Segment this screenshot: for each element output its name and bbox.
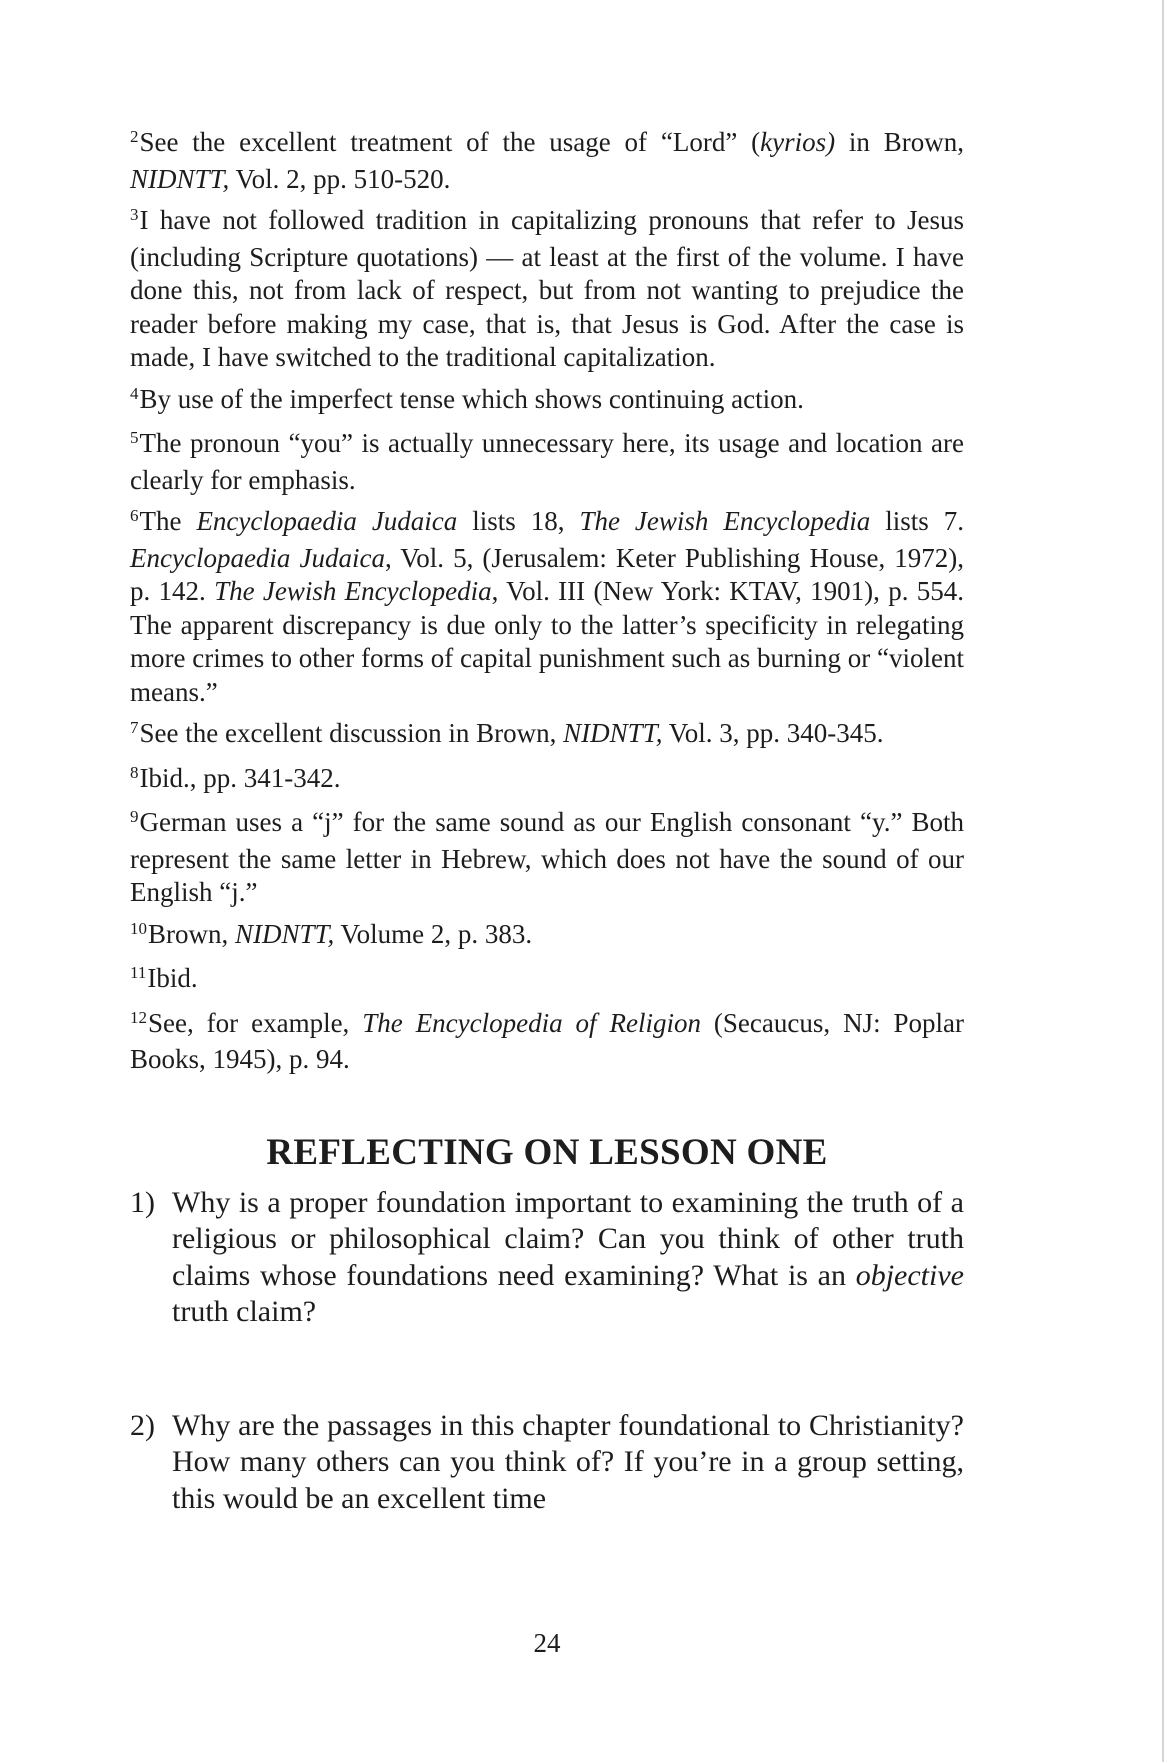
footnote-10 <box>130 918 964 955</box>
footnote-number: 7 <box>130 718 139 737</box>
footnotes-list <box>130 126 964 1077</box>
footnote-number: 11 <box>130 963 147 982</box>
italic-text: NIDNTT, <box>235 918 335 949</box>
footnote-number: 12 <box>130 1007 147 1027</box>
text-run: See the excellent discussion in Brown, <box>139 718 564 748</box>
italic-text: Encyclopaedia Judaica <box>196 506 458 536</box>
text-run: Brown, <box>148 918 235 949</box>
page-content <box>130 126 964 1517</box>
footnote-12 <box>130 1007 964 1077</box>
italic-text: The Jewish Encyclopedia <box>214 576 492 606</box>
text-run: By use of the imperfect tense which shows continuing action. <box>139 383 804 414</box>
question-item <box>130 1408 964 1518</box>
text-run: , Vol. 5, (Jerusalem: Keter Publishing House, 1972), p. 142. <box>130 542 964 606</box>
italic-text: objective <box>855 1258 964 1292</box>
footnote-9 <box>130 806 964 910</box>
footnote-5 <box>130 427 964 497</box>
footnote-number: 9 <box>130 807 139 826</box>
footnote-6 <box>130 505 964 709</box>
text-run: truth claim? <box>172 1295 317 1328</box>
text-run: See, for example, <box>148 1007 363 1038</box>
text-run: The <box>139 506 197 536</box>
footnote-8 <box>130 762 964 799</box>
question-number: 2) <box>130 1408 155 1442</box>
footnote-7 <box>130 717 964 754</box>
text-run: Volume 2, p. 383. <box>334 918 533 949</box>
footnote-number: 2 <box>130 127 139 146</box>
text-run: (Secaucus, NJ: Poplar Books, 1945), p. 94. <box>130 1007 965 1074</box>
text-run: Ibid. <box>147 963 198 993</box>
footnote-number: 8 <box>130 762 139 782</box>
questions-list <box>130 1185 964 1518</box>
footnote-number: 4 <box>130 383 139 403</box>
text-run: Vol. 2, pp. 510-520. <box>229 163 451 194</box>
question-text <box>172 1185 964 1331</box>
footnote-4 <box>130 383 964 420</box>
footnote-number: 6 <box>130 506 139 525</box>
text-run: lists 18, <box>457 506 580 536</box>
footnote-number: 3 <box>130 205 139 224</box>
text-run: The pronoun “you” is actually unnecessary here, its usage and location are clearly for emphasis. <box>130 428 964 495</box>
italic-text: NIDNTT, <box>563 718 663 748</box>
text-run: German uses a “j” for the same sound as our English consonant “y.” Both represent the same letter in Hebrew, which does not have the sound of our English “j.” <box>130 807 964 907</box>
footnote-number: 5 <box>130 428 139 447</box>
italic-text: The Encyclopedia of Religion <box>362 1007 701 1038</box>
question-item <box>130 1185 964 1331</box>
italic-text: NIDNTT, <box>130 163 230 194</box>
page-number: 24 <box>533 1628 561 1658</box>
question-text <box>172 1408 964 1518</box>
text-run: , Vol. III (New York: KTAV, 1901), p. 554. The apparent discrepancy is due only to the latter’s specificity in relegating more crimes to other forms of capital punishment such as burning or “violent means.” <box>130 576 965 707</box>
text-run: Why are the passages in this chapter foundational to Christianity? How many others can you think of? If you’re in a group setting, this would be an excellent time <box>172 1408 964 1515</box>
text-run: See the excellent treatment of the usage of “Lord” ( <box>139 127 761 157</box>
footnote-number: 10 <box>130 918 147 938</box>
footnote-3 <box>130 204 964 375</box>
footnote-11 <box>130 962 964 999</box>
text-run: I have not followed tradition in capitalizing pronouns that refer to Jesus (including Scripture quotations) — at least at the first of the volume. I have done this, not from lack of respect, but from not wanting to prejudice the reader before making my case, that is, that Jesus is God. After the case is made, I have switched to the traditional capitalization. <box>130 205 964 372</box>
text-run: in Brown, <box>835 127 964 157</box>
text-run: Ibid., pp. 341-342. <box>139 762 341 793</box>
text-run: lists 7. <box>870 506 964 536</box>
text-run: Why is a proper foundation important to examining the truth of a religious or philosophical claim? Can you think of other truth claims whose foundations need examining? What is an <box>172 1185 964 1292</box>
footnote-2 <box>130 126 964 196</box>
italic-text: Encyclopaedia Judaica <box>130 542 385 573</box>
text-run: Vol. 3, pp. 340-345. <box>662 718 884 748</box>
section-heading: REFLECTING ON LESSON ONE <box>266 1131 828 1173</box>
italic-text: kyrios) <box>760 127 836 157</box>
question-number: 1) <box>130 1185 155 1219</box>
italic-text: The Jewish Encyclopedia <box>579 506 871 536</box>
